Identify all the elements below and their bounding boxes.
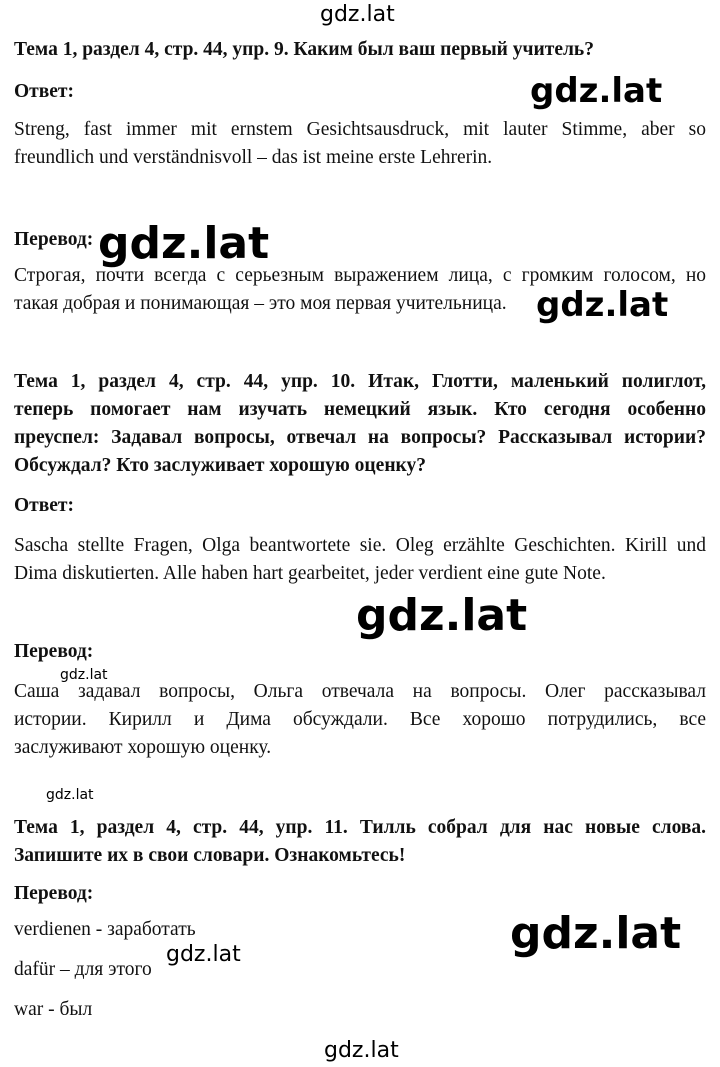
section1-translation-line1: Строгая, почти всегда с серьезным выражением лица, с громким голосом, но bbox=[14, 265, 706, 286]
watermark-2: gdz.lat bbox=[98, 218, 270, 269]
section3-translation-label: Перевод: bbox=[14, 883, 94, 904]
section2-heading-line3: преуспел: Задавал вопросы, отвечал на вопросы? Рассказывал истории? bbox=[14, 427, 706, 448]
watermark-5: gdz.lat bbox=[60, 667, 108, 683]
section2-translation-label: Перевод: bbox=[14, 641, 94, 662]
section2-translation-line1: Саша задавал вопросы, Ольга отвечала на вопросы. Олег рассказывал bbox=[14, 681, 706, 702]
watermark-6: gdz.lat bbox=[46, 787, 94, 803]
watermark-1: gdz.lat bbox=[530, 71, 663, 111]
section3-heading-line1: Тема 1, раздел 4, стр. 44, упр. 11. Тилль собрал для нас новые слова. bbox=[14, 817, 706, 838]
vocab-item: verdienen - заработать bbox=[14, 919, 196, 940]
section2-translation-line3: заслуживают хорошую оценку. bbox=[14, 737, 272, 758]
section2-heading-line4: Обсуждал? Кто заслуживает хорошую оценку? bbox=[14, 455, 427, 476]
watermark-3: gdz.lat bbox=[536, 285, 669, 325]
watermark-bottom: gdz.lat bbox=[324, 1038, 399, 1063]
section1-heading: Тема 1, раздел 4, стр. 44, упр. 9. Каким был ваш первый учитель? bbox=[14, 39, 594, 60]
vocab-item: war - был bbox=[14, 999, 93, 1020]
section1-answer-line2: freundlich und verständnisvoll – das ist meine erste Lehrerin. bbox=[14, 147, 493, 168]
section2-answer-line2: Dima diskutierten. Alle haben hart gearbeitet, jeder verdient eine gute Note. bbox=[14, 563, 606, 584]
section1-translation-line2: такая добрая и понимающая – это моя первая учительница. bbox=[14, 293, 507, 314]
section2-heading-line2: теперь помогает нам изучать немецкий язык. Кто сегодня особенно bbox=[14, 399, 706, 420]
section1-answer-line1: Streng, fast immer mit ernstem Gesichtsausdruck, mit lauter Stimme, aber so bbox=[14, 119, 706, 140]
watermark-top: gdz.lat bbox=[320, 2, 395, 27]
vocab-item: dafür – для этого bbox=[14, 959, 152, 980]
watermark-7: gdz.lat bbox=[510, 908, 682, 959]
watermark-4: gdz.lat bbox=[356, 590, 528, 641]
section3-heading-line2: Запишите их в свои словари. Ознакомьтесь! bbox=[14, 845, 406, 866]
section1-translation-label: Перевод: bbox=[14, 229, 94, 250]
watermark-8: gdz.lat bbox=[166, 942, 241, 967]
section1-answer-label: Ответ: bbox=[14, 81, 75, 102]
section2-heading-line1: Тема 1, раздел 4, стр. 44, упр. 10. Итак, Глотти, маленький полиглот, bbox=[14, 371, 706, 392]
section2-answer-label: Ответ: bbox=[14, 495, 75, 516]
section2-translation-line2: истории. Кирилл и Дима обсуждали. Все хорошо потрудились, все bbox=[14, 709, 706, 730]
section2-answer-line1: Sascha stellte Fragen, Olga beantwortete sie. Oleg erzählte Geschichten. Kirill und bbox=[14, 535, 706, 556]
